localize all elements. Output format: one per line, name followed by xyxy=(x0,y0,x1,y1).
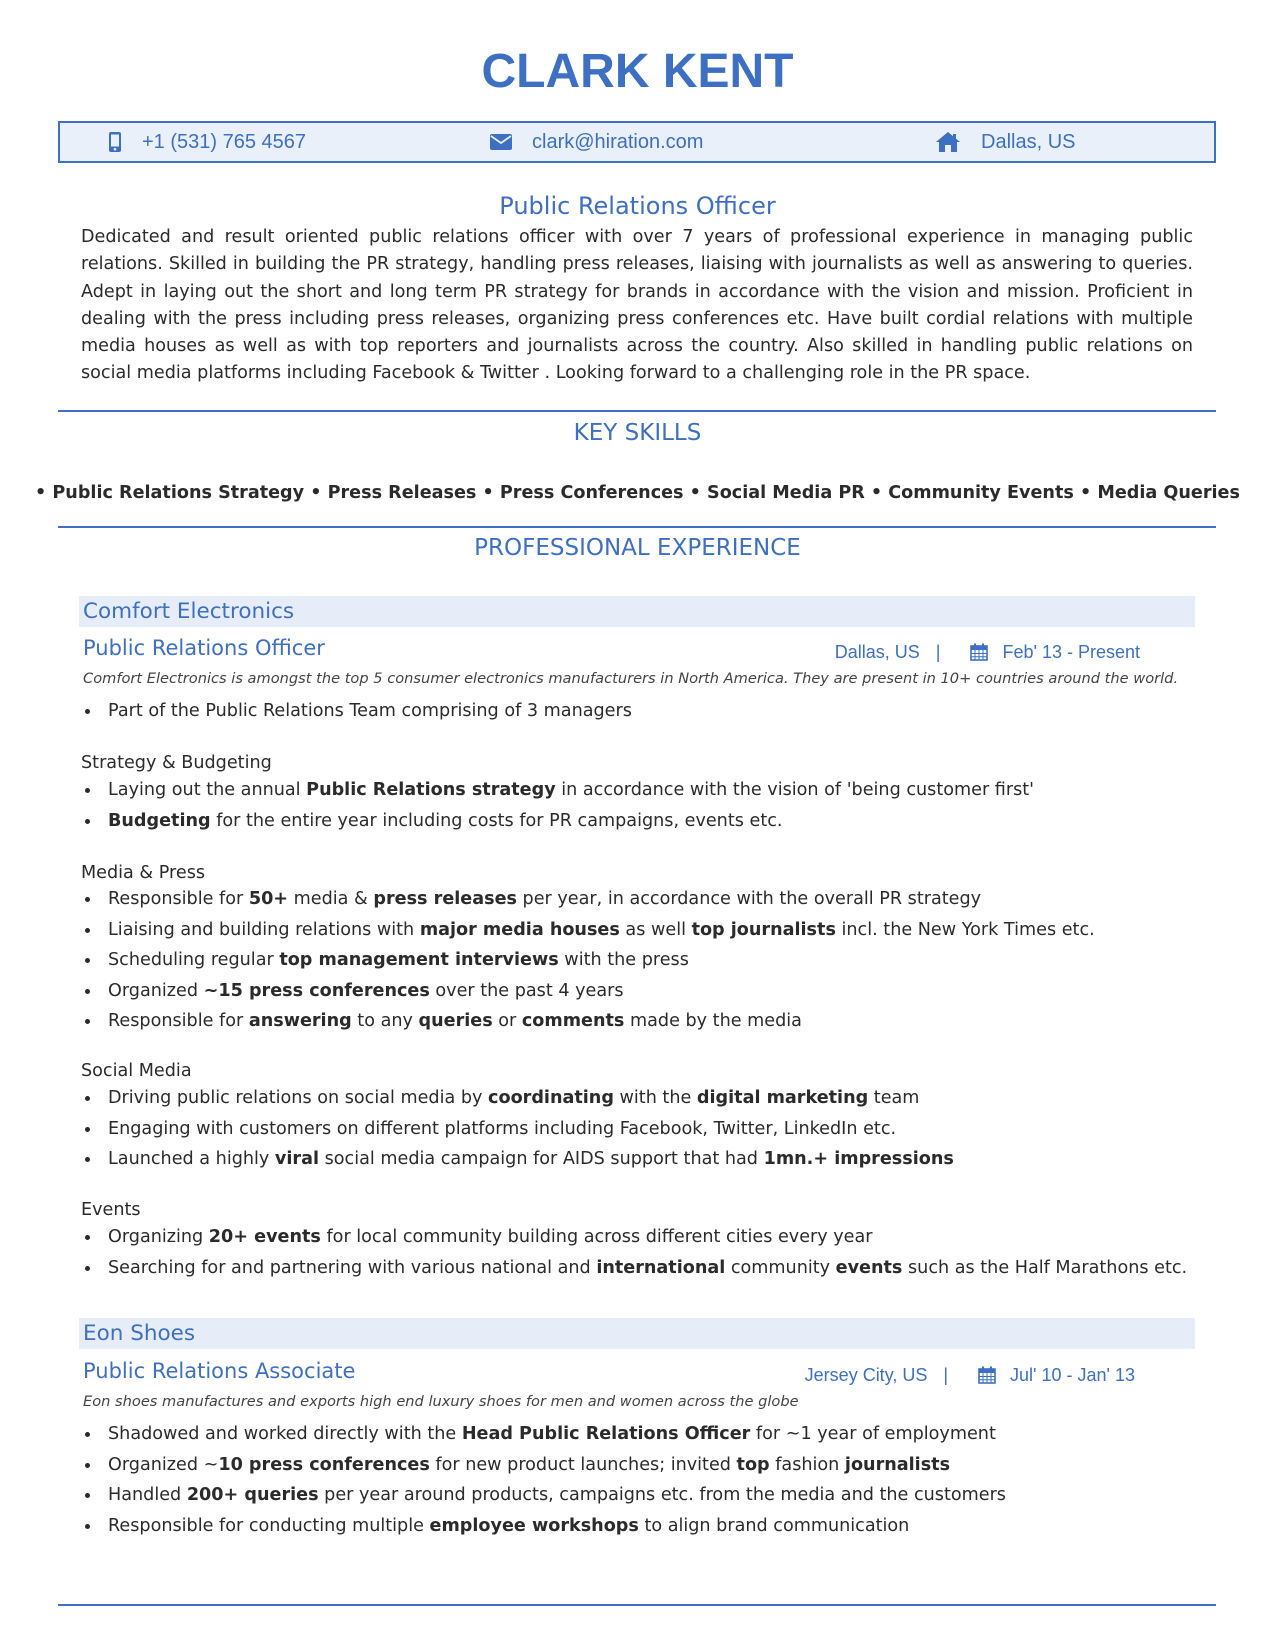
text-run: for local community building across different cities every year xyxy=(320,1227,873,1247)
group-heading: Strategy & Budgeting xyxy=(81,753,272,773)
bold-text: international xyxy=(596,1257,726,1278)
text-run: Organizing xyxy=(108,1227,209,1247)
list-item xyxy=(81,696,1191,727)
list-item xyxy=(81,1083,1191,1114)
bullet-list xyxy=(81,696,1191,727)
list-item xyxy=(81,915,1191,946)
text-run: with the xyxy=(613,1088,697,1108)
bold-text: 200+ queries xyxy=(186,1485,319,1505)
key-skills-list: • Public Relations Strategy • Press Releases • Press Conferences • Social Media PR • Community Events • Media Queries xyxy=(35,483,1240,503)
section-divider xyxy=(58,526,1216,528)
phone-number[interactable]: +1 (531) 765 4567 xyxy=(142,130,307,153)
section-divider xyxy=(58,410,1216,412)
bold-text: top journalists xyxy=(691,919,836,940)
text-run: for ~1 year of employment xyxy=(750,1424,996,1444)
bullet-list xyxy=(81,1222,1191,1283)
text-run: Part of the Public Relations Team comprising of 3 managers xyxy=(108,701,632,721)
text-run: Responsible for xyxy=(108,889,249,909)
bold-text: events xyxy=(835,1257,903,1278)
job-role: Public Relations Associate xyxy=(83,1359,356,1383)
candidate-name: CLARK KENT xyxy=(481,45,794,98)
bullet-list xyxy=(81,884,1191,1037)
bold-text: ~15 press conferences xyxy=(203,980,430,1001)
job-location: Dallas, US xyxy=(834,642,920,662)
bullet-list xyxy=(81,1083,1191,1175)
bold-text: digital marketing xyxy=(696,1088,869,1108)
list-item xyxy=(81,976,1191,1007)
text-run: Driving public relations on social media by xyxy=(108,1088,489,1108)
envelope-icon xyxy=(490,134,512,150)
text-run: Engaging with customers on different platforms including Facebook, Twitter, LinkedIn etc. xyxy=(108,1118,897,1139)
text-run: team xyxy=(868,1088,920,1108)
company-description: Comfort Electronics is amongst the top 5 consumer electronics manufacturers in North America. They are present in 10+ countries around the world. xyxy=(83,670,1179,687)
bold-text: top xyxy=(736,1454,770,1475)
bold-text: employee workshops xyxy=(429,1515,639,1536)
list-item xyxy=(81,1144,1191,1175)
text-run: or xyxy=(492,1011,522,1031)
bold-text: Public Relations strategy xyxy=(306,780,556,800)
summary-text: Dedicated and result oriented public relations officer with over 7 years of professional experience in managing public relations. Skilled in building the PR strategy, handling press releases, liaising with journalists as well as answering to queries. Adept in laying out the short and long term PR strategy for brands in accordance with the vision and mission. Proficient in dealing with the press including press releases, organizing press conferences etc. Have built cordial relations with multiple media houses as well as with top reporters and journalists across the country. Also skilled in handling public relations on social media platforms including Facebook & Twitter . Looking forward to a challenging role in the PR space. xyxy=(81,227,1193,384)
bold-text: 1mn.+ impressions xyxy=(763,1149,954,1169)
contact-location xyxy=(935,123,1075,161)
group-heading: Events xyxy=(81,1200,141,1220)
list-item xyxy=(81,1006,1191,1037)
contact-email xyxy=(490,123,703,161)
meta-separator: | xyxy=(935,642,941,662)
text-run: as well xyxy=(619,919,692,940)
company-name: Comfort Electronics xyxy=(83,599,295,624)
summary-title: Public Relations Officer xyxy=(499,192,776,220)
bold-text: 10 press conferences xyxy=(218,1454,430,1475)
job-dates: Jul' 10 - Jan' 13 xyxy=(1010,1365,1135,1385)
meta-separator: | xyxy=(943,1365,949,1385)
text-run: in accordance with the vision of 'being customer first' xyxy=(555,780,1034,800)
bold-text: Budgeting xyxy=(108,810,211,831)
text-run: Responsible for xyxy=(108,1011,249,1031)
bullet-list xyxy=(81,775,1191,836)
bold-text: top management interviews xyxy=(279,950,559,970)
text-run: such as the Half Marathons etc. xyxy=(902,1257,1188,1278)
company-name: Eon Shoes xyxy=(83,1321,196,1346)
list-item xyxy=(81,775,1191,806)
home-icon xyxy=(935,131,961,153)
location-text: Dallas, US xyxy=(981,130,1076,153)
bold-text: press releases xyxy=(373,889,517,909)
calendar-icon xyxy=(970,643,988,661)
job-location: Jersey City, US xyxy=(804,1365,928,1385)
bold-text: viral xyxy=(274,1149,320,1169)
text-run: fashion xyxy=(769,1454,845,1475)
text-run: to any xyxy=(351,1011,419,1031)
contact-phone xyxy=(108,123,306,161)
list-item xyxy=(81,1419,1191,1450)
contact-bar xyxy=(58,121,1216,163)
text-run: Launched a highly xyxy=(108,1149,275,1169)
text-run: Responsible for conducting multiple xyxy=(108,1515,430,1536)
section-divider xyxy=(58,1604,1216,1606)
list-item xyxy=(81,884,1191,915)
text-run: media & xyxy=(288,889,374,909)
list-item xyxy=(81,806,1191,837)
bullet-list xyxy=(81,1419,1191,1541)
list-item xyxy=(81,1511,1191,1542)
text-run: Organized ~ xyxy=(108,1454,219,1475)
text-run: with the press xyxy=(558,950,689,970)
email-address[interactable]: clark@hiration.com xyxy=(532,130,704,153)
text-run: for the entire year including costs for PR campaigns, events etc. xyxy=(210,810,783,831)
text-run: Laying out the annual xyxy=(108,780,307,800)
bold-text: 20+ events xyxy=(208,1227,321,1247)
company-description: Eon shoes manufactures and exports high end luxury shoes for men and women across the globe xyxy=(83,1393,799,1410)
text-run: per year around products, campaigns etc. from the media and the customers xyxy=(318,1485,1006,1505)
text-run: Liaising and building relations with xyxy=(108,919,420,940)
bold-text: coordinating xyxy=(488,1088,614,1108)
bold-text: major media houses xyxy=(419,919,620,940)
list-item xyxy=(81,1114,1191,1145)
bold-text: queries xyxy=(418,1011,493,1031)
text-run: community xyxy=(725,1257,836,1278)
company-band xyxy=(79,1318,1195,1349)
bold-text: comments xyxy=(521,1011,625,1031)
text-run: Scheduling regular xyxy=(108,950,280,970)
bold-text: journalists xyxy=(844,1454,951,1475)
text-run: Handled xyxy=(108,1485,187,1505)
text-run: per year, in accordance with the overall PR strategy xyxy=(516,889,982,909)
list-item xyxy=(81,945,1191,976)
bold-text: 50+ xyxy=(248,889,289,909)
text-run: to align brand communication xyxy=(638,1515,910,1536)
calendar-icon xyxy=(978,1366,996,1384)
job-meta xyxy=(805,1362,1135,1388)
mobile-phone-icon xyxy=(108,131,122,153)
experience-title: PROFESSIONAL EXPERIENCE xyxy=(474,535,801,561)
list-item xyxy=(81,1480,1191,1511)
job-role: Public Relations Officer xyxy=(83,636,325,660)
group-heading: Social Media xyxy=(81,1061,192,1081)
key-skills-title: KEY SKILLS xyxy=(573,420,702,446)
bold-text: answering xyxy=(248,1011,352,1031)
text-run: Shadowed and worked directly with the xyxy=(108,1424,462,1444)
text-run: Searching for and partnering with various national and xyxy=(108,1257,597,1278)
text-run: made by the media xyxy=(624,1011,802,1031)
group-heading: Media & Press xyxy=(81,863,206,883)
list-item xyxy=(81,1222,1191,1253)
text-run: for new product launches; invited xyxy=(429,1454,737,1475)
text-run: Organized xyxy=(108,980,204,1001)
text-run: incl. the New York Times etc. xyxy=(835,919,1095,940)
company-band xyxy=(79,596,1195,627)
job-dates: Feb' 13 - Present xyxy=(1002,642,1140,662)
bold-text: Head Public Relations Officer xyxy=(461,1424,751,1444)
text-run: social media campaign for AIDS support that had xyxy=(319,1149,764,1169)
list-item xyxy=(81,1253,1191,1284)
list-item xyxy=(81,1450,1191,1481)
text-run: over the past 4 years xyxy=(429,980,624,1001)
job-meta xyxy=(835,639,1140,665)
